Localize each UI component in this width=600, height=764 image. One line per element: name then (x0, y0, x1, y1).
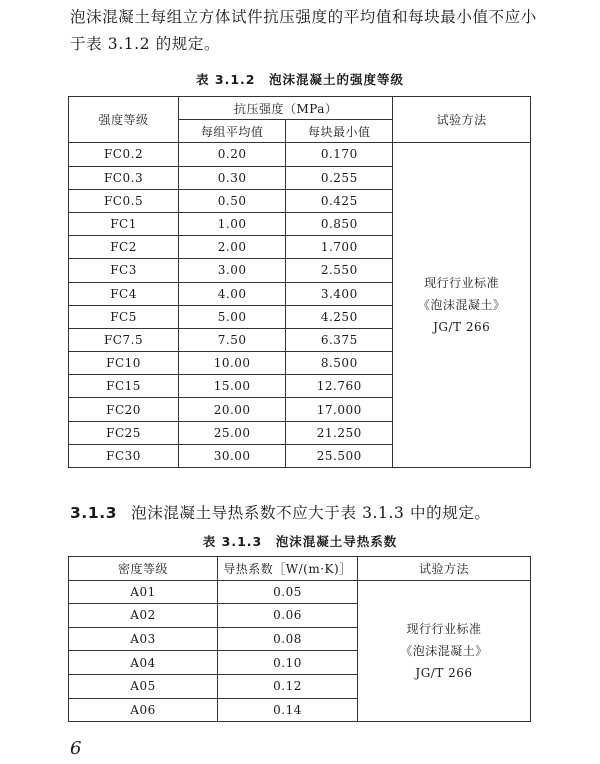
header-conductivity: 导热系数［W/(m·K)］ (218, 557, 358, 581)
clause-number: 3.1.3 (70, 504, 118, 522)
grade-cell: FC1 (69, 212, 179, 235)
avg-cell: 25.00 (179, 421, 286, 444)
min-cell: 0.425 (286, 189, 393, 212)
density-cell: A05 (69, 674, 218, 698)
min-cell: 3.400 (286, 282, 393, 305)
grade-cell: FC5 (69, 305, 179, 328)
min-cell: 8.500 (286, 352, 393, 375)
density-cell: A03 (69, 627, 218, 651)
avg-cell: 30.00 (179, 444, 286, 467)
avg-cell: 3.00 (179, 259, 286, 282)
grade-cell: FC0.5 (69, 189, 179, 212)
min-cell: 0.255 (286, 166, 393, 189)
test-method-line-2: 《泡沫混凝土》 (417, 298, 506, 313)
avg-cell: 10.00 (179, 352, 286, 375)
min-cell: 0.170 (286, 143, 393, 166)
strength-grade-table (68, 96, 531, 468)
density-cell: A04 (69, 651, 218, 675)
avg-cell: 5.00 (179, 305, 286, 328)
min-cell: 25.500 (286, 444, 393, 467)
test-method-line-1: 现行行业标准 (406, 621, 482, 636)
grade-cell: FC30 (69, 444, 179, 467)
header-grade: 强度等级 (69, 97, 179, 143)
min-cell: 1.700 (286, 236, 393, 259)
conductivity-cell: 0.10 (218, 651, 358, 675)
min-cell: 21.250 (286, 421, 393, 444)
min-cell: 0.850 (286, 212, 393, 235)
min-cell: 6.375 (286, 328, 393, 351)
conductivity-cell: 0.08 (218, 627, 358, 651)
header-avg: 每组平均值 (179, 120, 286, 143)
grade-cell: FC4 (69, 282, 179, 305)
min-cell: 2.550 (286, 259, 393, 282)
avg-cell: 4.00 (179, 282, 286, 305)
avg-cell: 7.50 (179, 328, 286, 351)
intro-paragraph: 泡沫混凝土每组立方体试件抗压强度的平均值和每块最小值不应小于表 3.1.2 的规定。 (70, 8, 537, 53)
conductivity-cell: 0.14 (218, 698, 358, 722)
table-3-1-2-caption: 表 3.1.2 泡沫混凝土的强度等级 (196, 72, 404, 87)
min-cell: 4.250 (286, 305, 393, 328)
avg-cell: 20.00 (179, 398, 286, 421)
grade-cell: FC15 (69, 375, 179, 398)
avg-cell: 2.00 (179, 236, 286, 259)
page-number: 6 (70, 738, 82, 759)
avg-cell: 0.20 (179, 143, 286, 166)
grade-cell: FC2 (69, 236, 179, 259)
grade-cell: FC3 (69, 259, 179, 282)
test-method-cell (358, 580, 531, 722)
table-header-row (69, 557, 531, 581)
avg-cell: 0.30 (179, 166, 286, 189)
test-method-cell (393, 143, 531, 468)
header-method: 试验方法 (358, 557, 531, 581)
header-strength: 抗压强度（MPa） (179, 97, 393, 120)
table-header-row (69, 97, 531, 120)
density-cell: A02 (69, 604, 218, 628)
test-method-line-3: JG/T 266 (433, 320, 491, 335)
test-method-line-3: JG/T 266 (415, 665, 473, 680)
conductivity-cell: 0.05 (218, 580, 358, 604)
thermal-conductivity-table (68, 556, 531, 722)
header-method: 试验方法 (393, 97, 531, 143)
clause-text: 泡沫混凝土导热系数不应大于表 3.1.3 中的规定。 (131, 504, 491, 522)
avg-cell: 15.00 (179, 375, 286, 398)
test-method-line-1: 现行行业标准 (424, 276, 500, 291)
clause-3-1-3 (70, 501, 491, 523)
table-3-1-3-caption: 表 3.1.3 泡沫混凝土导热系数 (202, 534, 398, 549)
min-cell: 12.760 (286, 375, 393, 398)
grade-cell: FC20 (69, 398, 179, 421)
avg-cell: 0.50 (179, 189, 286, 212)
min-cell: 17.000 (286, 398, 393, 421)
table-row (69, 143, 531, 166)
grade-cell: FC0.2 (69, 143, 179, 166)
test-method-line-2: 《泡沫混凝土》 (400, 643, 488, 658)
grade-cell: FC7.5 (69, 328, 179, 351)
header-min: 每块最小值 (286, 120, 393, 143)
header-density: 密度等级 (69, 557, 218, 581)
conductivity-cell: 0.12 (218, 674, 358, 698)
grade-cell: FC10 (69, 352, 179, 375)
avg-cell: 1.00 (179, 212, 286, 235)
table-row (69, 580, 531, 604)
grade-cell: FC25 (69, 421, 179, 444)
conductivity-cell: 0.06 (218, 604, 358, 628)
density-cell: A01 (69, 580, 218, 604)
density-cell: A06 (69, 698, 218, 722)
grade-cell: FC0.3 (69, 166, 179, 189)
